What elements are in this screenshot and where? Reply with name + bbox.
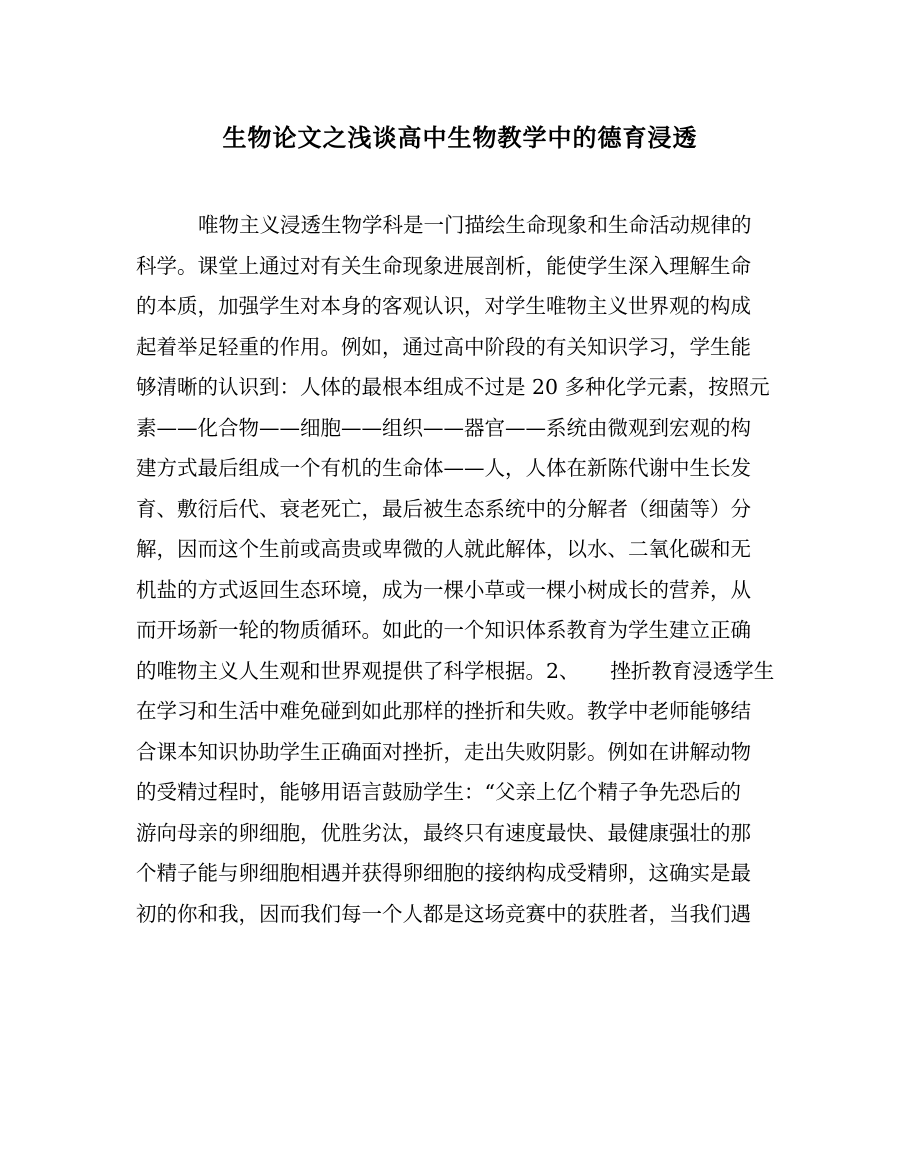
body-line: 而开场新一轮的物质循环。如此的一个知识体系教育为学生建立正确	[136, 618, 751, 642]
body-line: 素——化合物——细胞——组织——器官——系统由微观到宏观的构	[136, 415, 751, 440]
body-line: 游向母亲的卵细胞，优胜劣汰，最终只有速度最快、最健康强壮的那	[136, 820, 751, 845]
body-line: 科学。课堂上通过对有关生命现象进展剖析，能使学生深入理解生命	[136, 253, 751, 278]
body-line: 解，因而这个生前或高贵或卑微的人就此解体，以水、二氧化碳和无	[136, 537, 751, 561]
body-line: 唯物主义浸透生物学科是一门描绘生命现象和生命活动规律的	[198, 213, 752, 237]
body-line: 起着举足轻重的作用。例如，通过高中阶段的有关知识学习，学生能	[136, 334, 751, 359]
body-line: 合课本知识协助学生正确面对挫折，走出失败阴影。例如在讲解动物	[136, 739, 751, 764]
body-line: 初的你和我，因而我们每一个人都是这场竞赛中的获胜者，当我们遇	[136, 901, 751, 926]
body-line: 建方式最后组成一个有机的生命体——人，人体在新陈代谢中生长发	[136, 456, 751, 480]
body-line: 的唯物主义人生观和世界观提供了科学根据。2、 挫折教育浸透学生	[136, 658, 775, 683]
body-line: 够清晰的认识到：人体的最根本组成不过是 20 多种化学元素，按照元	[136, 375, 770, 399]
body-line: 在学习和生活中难免碰到如此那样的挫折和失败。教学中老师能够结	[136, 699, 751, 723]
document-title: 生物论文之浅谈高中生物教学中的德育浸透	[222, 123, 698, 152]
body-line: 个精子能与卵细胞相遇并获得卵细胞的接纳构成受精卵，这确实是最	[136, 861, 751, 885]
document-body	[136, 205, 788, 934]
body-line: 育、敷衍后代、衰老死亡，最后被生态系统中的分解者（细菌等）分	[136, 496, 751, 521]
body-line: 机盐的方式返回生态环境，成为一棵小草或一棵小树成长的营养，从	[136, 577, 751, 602]
body-line: 的本质，加强学生对本身的客观认识，对学生唯物主义世界观的构成	[136, 294, 751, 318]
body-line: 的受精过程时，能够用语言鼓励学生：“父亲上亿个精子争先恐后的	[136, 780, 741, 804]
